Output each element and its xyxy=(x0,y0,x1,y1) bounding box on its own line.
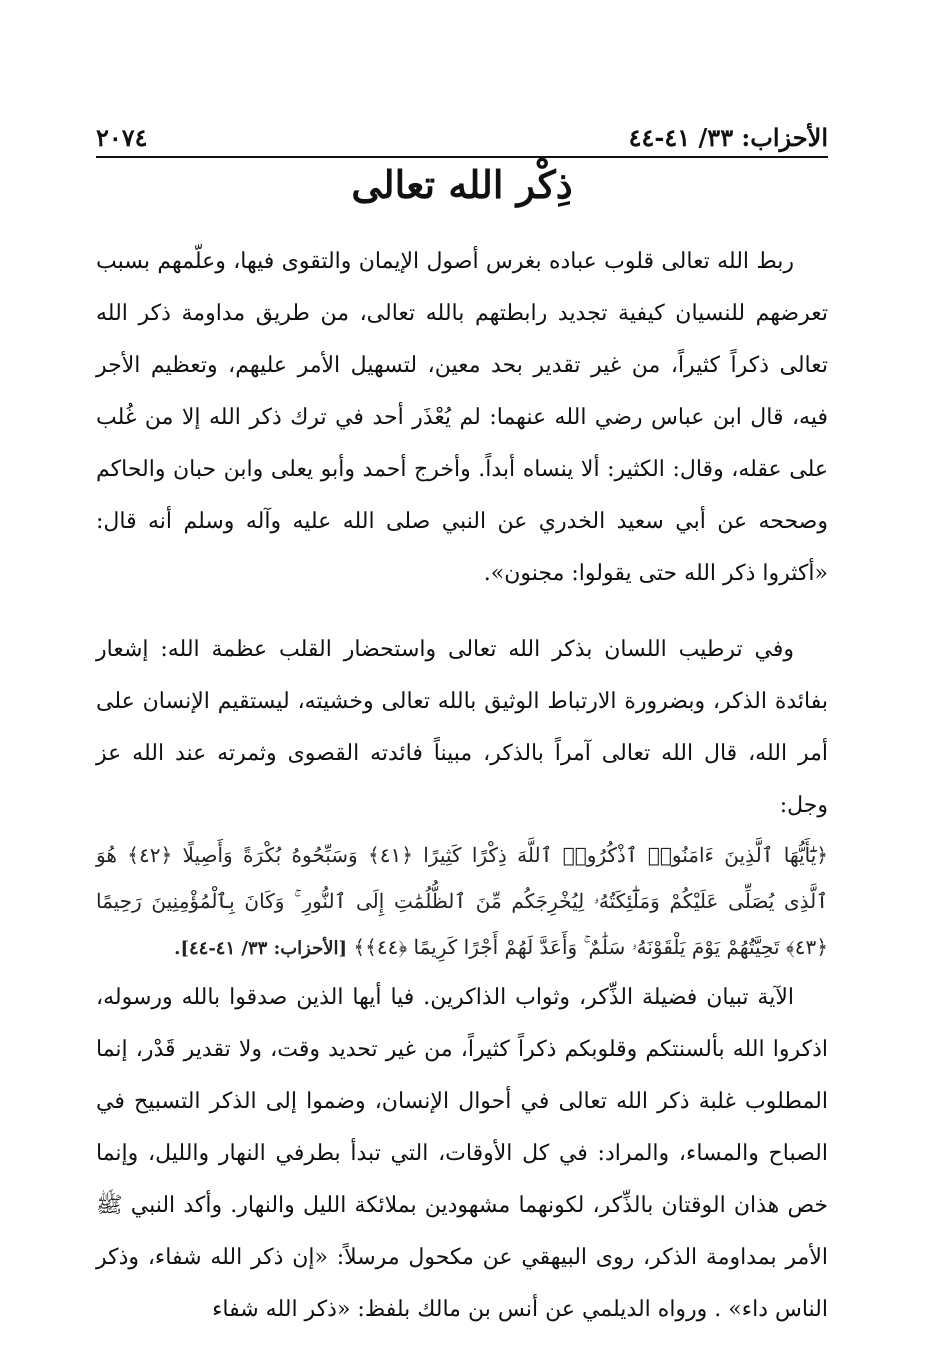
surah-reference: الأحزاب: ٣٣/ ٤١-٤٤ xyxy=(628,123,828,152)
running-header xyxy=(96,108,828,158)
quran-text: ﴿يَٰٓأَيُّهَا ٱلَّذِينَ ءَامَنُوا۟ ٱذْكُرُوا۟ ٱللَّهَ ذِكْرًا كَثِيرًا ﴿٤١﴾ وَسَبِّحُوهُ بُكْرَةً وَأَصِيلًا ﴿٤٢﴾ هُوَ ٱلَّذِى يُصَلِّى عَلَيْكُمْ وَمَلَٰٓئِكَتُهُۥ لِيُخْرِجَكُم مِّنَ ٱلظُّلُمَٰتِ إِلَى ٱلنُّورِ ۚ وَكَانَ بِٱلْمُؤْمِنِينَ رَحِيمًا ﴿٤٣﴾ تَحِيَّتُهُمْ يَوْمَ يَلْقَوْنَهُۥ سَلَٰمٌ ۚ وَأَعَدَّ لَهُمْ أَجْرًا كَرِيمًا ﴿٤٤﴾﴾ xyxy=(96,843,828,959)
chapter-title: ذِكْر الله تعالى xyxy=(351,162,573,207)
paragraph-2: وفي ترطيب اللسان بذكر الله تعالى واستحضار القلب عظمة الله: إشعار بفائدة الذكر، وبضرورة الارتباط الوثيق بالله تعالى وخشيته، ليستقيم الإنسان على أمر الله، قال الله تعالى آمراً بالذكر، مبيناً فائدته القصوى وثمرته عند الله عز وجل: xyxy=(96,637,828,818)
quran-citation: [الأحزاب: ٣٣/ ٤١-٤٤]. xyxy=(174,938,348,959)
paragraph-gap xyxy=(96,600,828,624)
page-body xyxy=(96,236,828,1336)
paragraph-1: ربط الله تعالى قلوب عباده بغرس أصول الإيمان والتقوى فيها، وعلّمهم بسبب تعرضهم للنسيان كيفية تجديد رابطتهم بالله تعالى، من طريق مداومة ذكر الله تعالى ذكراً كثيراً، من غير تقدير بحد معين، لتسهيل الأمر عليهم، وتعظيم الأجر فيه، قال ابن عباس رضي الله عنهما: لم يُعْذَر أحد في ترك ذكر الله إلا من غُلب على عقله، وقال: الكثير: ألا ينساه أبداً. وأخرج أحمد وأبو يعلى وابن حبان والحاكم وصححه عن أبي سعيد الخدري عن النبي صلى الله عليه وآله وسلم أنه قال: «أكثروا ذكر الله حتى يقولوا: مجنون». xyxy=(96,249,828,586)
quran-verses xyxy=(96,832,828,972)
page-number: ٢٠٧٤ xyxy=(96,123,148,152)
paragraph-3: الآية تبيان فضيلة الذِّكر، وثواب الذاكرين. فيا أيها الذين صدقوا بالله ورسوله، اذكروا الله بألسنتكم وقلوبكم ذكراً كثيراً، من غير تحديد وقت، ولا تقدير قَدْر، إنما المطلوب غلبة ذكر الله تعالى في أحوال الإنسان، وضموا إلى الذكر التسبيح في الصباح والمساء، والمراد: في كل الأوقات، التي تبدأ بطرفي النهار والليل، وإنما خص هذان الوقتان بالذِّكر، لكونهما مشهودين بملائكة الليل والنهار. وأكد النبي ﷺ الأمر بمداومة الذكر، روى البيهقي عن مكحول مرسلاً: «إن ذكر الله شفاء، وذكر الناس داء» . ورواه الديلمي عن أنس بن مالك بلفظ: «ذكر الله شفاء xyxy=(96,985,828,1322)
